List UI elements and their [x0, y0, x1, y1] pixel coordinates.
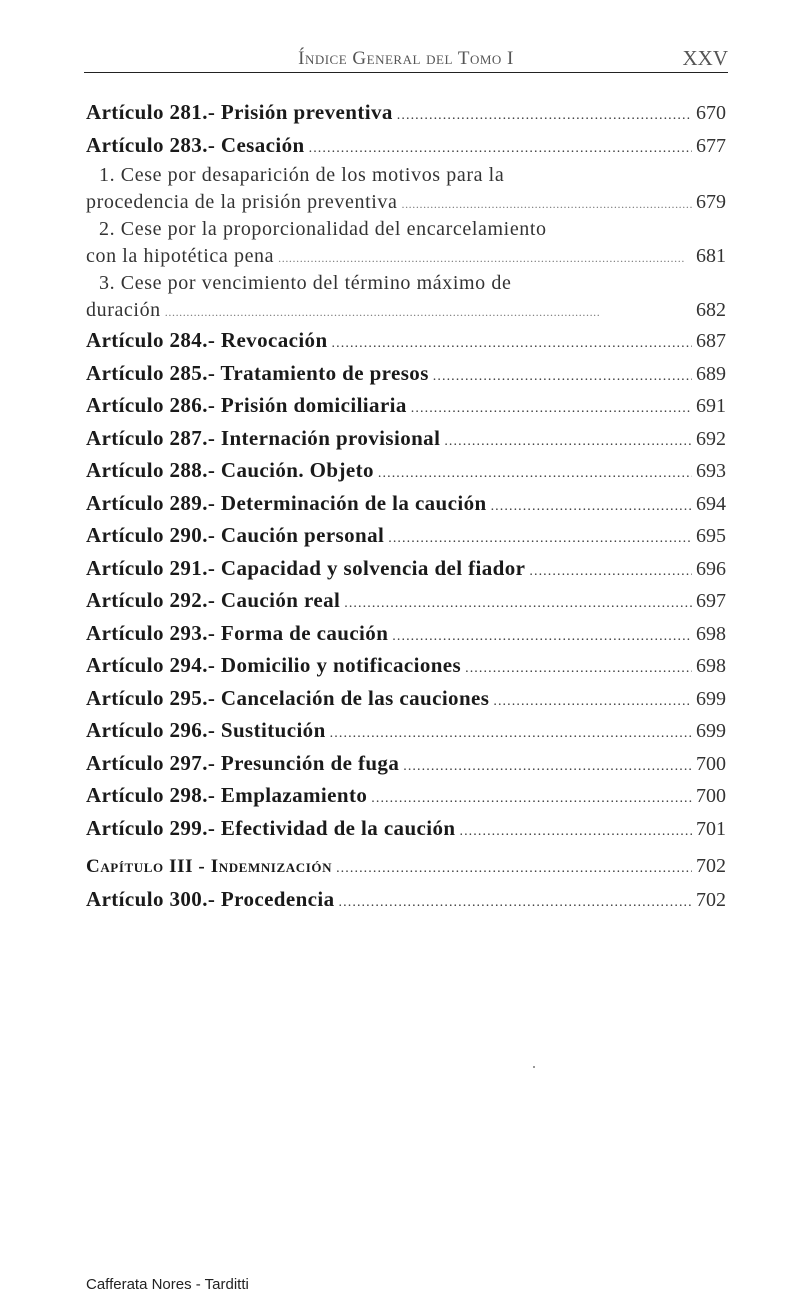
toc-article	[86, 649, 726, 682]
dot-leader	[339, 887, 692, 920]
toc-page-number: 689	[696, 362, 726, 385]
toc-page-number: 682	[696, 299, 726, 321]
toc-subentry-text: 1. Cese por desaparición de los motivos para la	[99, 164, 505, 186]
toc-article	[86, 552, 726, 585]
toc-subentry-text: procedencia de la prisión preventiva	[86, 191, 398, 213]
toc-article-title: Artículo 290.- Caución personal	[86, 523, 385, 547]
toc-article-title: Artículo 299.- Efectividad de la caución	[86, 815, 456, 840]
toc-chapter	[86, 850, 726, 883]
toc-article	[86, 812, 726, 845]
toc-article	[86, 714, 726, 747]
toc-article	[86, 96, 726, 129]
toc-article-title: Artículo 300.- Procedencia	[86, 886, 335, 911]
toc-article	[86, 487, 726, 520]
toc-article-title: Artículo 296.- Sustitución	[86, 718, 326, 742]
toc-subentry-line	[86, 297, 726, 324]
dot-leader	[403, 751, 692, 784]
dot-leader	[278, 245, 684, 272]
dot-leader	[493, 686, 692, 719]
toc-article-title: Artículo 298.- Emplazamiento	[86, 783, 368, 807]
toc-article	[86, 883, 726, 916]
footer-authors: Cafferata Nores - Tarditti	[86, 1276, 249, 1293]
toc-article-title: Artículo 289.- Determinación de la caución	[86, 490, 487, 515]
toc-page-number: 700	[696, 752, 726, 775]
toc-article-title: Artículo 281.- Prisión preventiva	[86, 100, 393, 124]
toc-subentry-text: 3. Cese por vencimiento del término máximo de	[99, 272, 512, 294]
dot-leader	[401, 191, 692, 218]
toc-page-number: 681	[696, 245, 726, 267]
toc-article	[86, 357, 726, 390]
toc-page-number: 702	[696, 855, 726, 877]
toc-page-number: 700	[696, 785, 726, 807]
toc-page-number: 687	[696, 330, 726, 352]
toc-article-title: Artículo 285.- Tratamiento de presos	[86, 360, 429, 385]
dot-leader	[529, 556, 692, 589]
toc-article-title: Artículo 293.- Forma de caución	[86, 620, 389, 645]
toc-article	[86, 324, 726, 357]
dot-leader	[309, 133, 692, 166]
dot-leader	[397, 100, 692, 133]
toc-article-title: Artículo 294.- Domicilio y notificaciones	[86, 653, 462, 677]
toc-page-number: 677	[696, 134, 726, 157]
toc-subentry-line	[86, 189, 726, 216]
toc-article	[86, 519, 726, 552]
toc-subentry-line	[86, 216, 726, 243]
scan-speck	[533, 1066, 535, 1068]
toc-page-number: 702	[696, 888, 726, 911]
toc-article-title: Artículo 295.- Cancelación de las cauciones	[86, 685, 490, 710]
toc-article-title: Artículo 284.- Revocación	[86, 328, 328, 352]
toc-article	[86, 682, 726, 715]
toc-article	[86, 454, 726, 487]
toc-article-title: Artículo 297.- Presunción de fuga	[86, 750, 400, 775]
page-header	[84, 40, 728, 72]
toc-article-title: Artículo 288.- Caución. Objeto	[86, 458, 374, 482]
toc-article	[86, 779, 726, 812]
dot-leader	[491, 491, 692, 524]
toc-article	[86, 584, 726, 617]
dot-leader	[344, 588, 692, 621]
dot-leader	[433, 361, 692, 394]
toc-page-number: 694	[696, 492, 726, 515]
page-number: XXV	[682, 46, 728, 70]
dot-leader	[444, 426, 692, 459]
dot-leader	[465, 653, 692, 686]
dot-leader	[459, 816, 692, 849]
toc-article	[86, 129, 726, 162]
toc-page-number: 697	[696, 590, 726, 612]
toc-article-title: Artículo 283.- Cesación	[86, 132, 305, 157]
toc-chapter-title: Capítulo III - Indemnización	[86, 856, 333, 877]
toc-page-number: 695	[696, 525, 726, 547]
toc-page-number: 679	[696, 191, 726, 213]
toc-subentry-text: con la hipotética pena	[86, 245, 275, 267]
toc-article	[86, 747, 726, 780]
toc-article-title: Artículo 286.- Prisión domiciliaria	[86, 393, 407, 417]
toc-subentry-line	[86, 162, 726, 189]
toc-article-title: Artículo 292.- Caución real	[86, 588, 341, 612]
toc-page-number: 698	[696, 622, 726, 645]
toc-page-number: 699	[696, 720, 726, 742]
toc-page-number: 699	[696, 687, 726, 710]
toc-article-title: Artículo 291.- Capacidad y solvencia del fiador	[86, 555, 526, 580]
toc-subentry-text: duración	[86, 299, 161, 321]
toc-page-number: 693	[696, 460, 726, 482]
dot-leader	[165, 299, 682, 326]
toc-subentry-text: 2. Cese por la proporcionalidad del encarcelamiento	[99, 218, 547, 240]
toc-page-number: 696	[696, 557, 726, 580]
dot-leader	[411, 393, 692, 426]
toc-page-number: 701	[696, 817, 726, 840]
toc-page-number: 692	[696, 427, 726, 450]
toc-page-number: 670	[696, 102, 726, 124]
header-rule	[84, 72, 728, 73]
toc-page-number: 698	[696, 655, 726, 677]
toc-article-title: Artículo 287.- Internación provisional	[86, 425, 441, 450]
toc-page-number: 691	[696, 395, 726, 417]
toc-article	[86, 389, 726, 422]
toc-subentry-line	[86, 270, 726, 297]
table-of-contents	[86, 96, 726, 915]
toc-article	[86, 617, 726, 650]
toc-article	[86, 422, 726, 455]
toc-subentry-line	[86, 243, 726, 270]
dot-leader	[336, 853, 692, 886]
running-title: Índice General del Tomo I	[298, 48, 514, 69]
